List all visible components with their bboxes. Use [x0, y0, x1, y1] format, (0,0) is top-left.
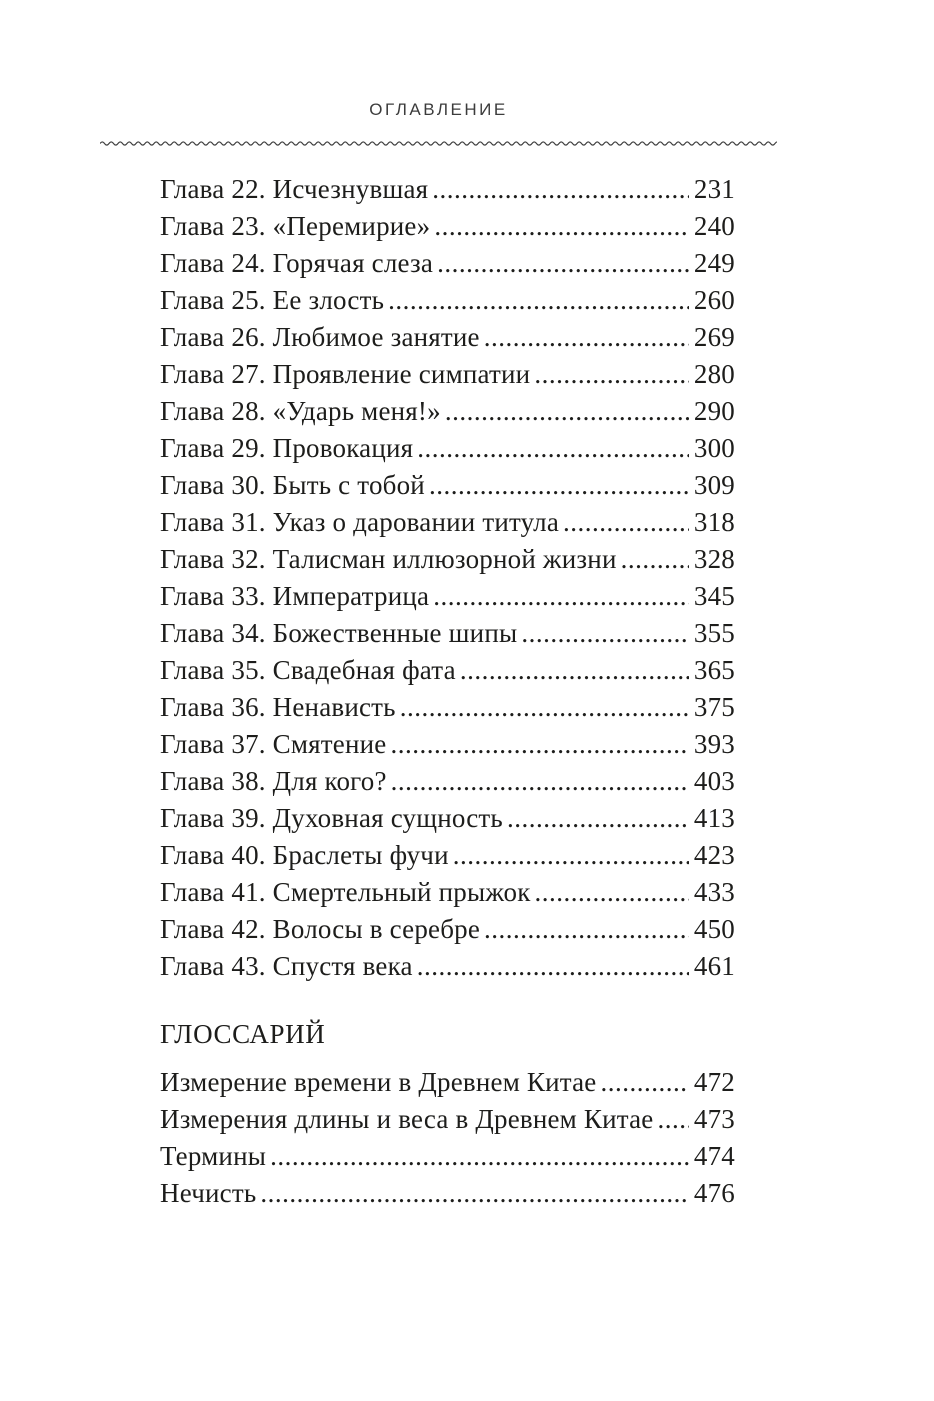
toc-entry: [160, 948, 735, 985]
toc-entry: [160, 837, 735, 874]
toc-entry: [160, 393, 735, 430]
toc-entry: [160, 911, 735, 948]
toc-entry-page-number: 300: [693, 433, 735, 463]
toc-entry-page-number: 260: [693, 285, 735, 315]
dot-leader: [535, 874, 689, 911]
toc-entry-title: Глава 33. Императрица: [160, 581, 430, 611]
table-of-contents: [160, 171, 735, 1212]
toc-entry-title: Глава 23. «Перемирие»: [160, 211, 431, 241]
toc-entry-page-number: 423: [693, 840, 735, 870]
glossary-entry: [160, 1064, 735, 1101]
toc-entry-page-number: 413: [693, 803, 735, 833]
dot-leader: [429, 467, 689, 504]
toc-entry-page-number: 403: [693, 766, 735, 796]
toc-entry-page-number: 280: [693, 359, 735, 389]
toc-entry-title: Глава 30. Быть с тобой: [160, 470, 425, 500]
toc-entry-page-number: 269: [693, 322, 735, 352]
toc-entry-title: Глава 34. Божественные шипы: [160, 618, 518, 648]
dot-leader: [445, 393, 689, 430]
toc-entry-page-number: 461: [693, 951, 735, 981]
toc-entry-title: Глава 24. Горячая слеза: [160, 248, 434, 278]
toc-entry: [160, 282, 735, 319]
toc-entry-title: Глава 28. «Ударь меня!»: [160, 396, 441, 426]
toc-entry-page-number: 375: [693, 692, 735, 722]
toc-entry-page-number: 433: [693, 877, 735, 907]
dot-leader: [417, 948, 689, 985]
dot-leader: [657, 1101, 689, 1138]
dot-leader: [433, 578, 689, 615]
glossary-entry-page-number: 473: [693, 1104, 735, 1134]
toc-entry: [160, 430, 735, 467]
toc-entry-page-number: 249: [693, 248, 735, 278]
dot-leader: [432, 171, 689, 208]
toc-entry-page-number: 318: [693, 507, 735, 537]
dot-leader: [390, 726, 689, 763]
glossary-entry-page-number: 476: [693, 1178, 735, 1208]
toc-entry: [160, 763, 735, 800]
toc-entry-page-number: 393: [693, 729, 735, 759]
glossary-entry-page-number: 472: [693, 1067, 735, 1097]
dot-leader: [434, 208, 689, 245]
glossary-heading: ГЛОССАРИЙ: [160, 1019, 326, 1049]
toc-entry: [160, 652, 735, 689]
toc-entry-title: Глава 36. Ненависть: [160, 692, 396, 722]
glossary-entry: [160, 1138, 735, 1175]
toc-entry-title: Глава 31. Указ о даровании титула: [160, 507, 560, 537]
toc-entry-page-number: 328: [693, 544, 735, 574]
toc-entry: [160, 689, 735, 726]
dot-leader: [484, 319, 689, 356]
toc-entry-page-number: 309: [693, 470, 735, 500]
toc-entry-title: Глава 29. Провокация: [160, 433, 414, 463]
dot-leader: [563, 504, 689, 541]
chapter-list: [160, 171, 735, 985]
dot-leader: [453, 837, 689, 874]
toc-entry-title: Глава 26. Любимое занятие: [160, 322, 480, 352]
toc-entry-title: Глава 32. Талисман иллюзорной жизни: [160, 544, 617, 574]
dot-leader: [621, 541, 689, 578]
toc-entry: [160, 874, 735, 911]
toc-entry-title: Глава 35. Свадебная фата: [160, 655, 456, 685]
toc-entry: [160, 726, 735, 763]
toc-entry-page-number: 231: [693, 174, 735, 204]
toc-entry: [160, 319, 735, 356]
dot-leader: [388, 282, 689, 319]
glossary-entry-title: Измерение времени в Древнем Китае: [160, 1067, 597, 1097]
toc-entry-page-number: 450: [693, 914, 735, 944]
dot-leader: [400, 689, 689, 726]
dot-leader: [437, 245, 689, 282]
dot-leader: [484, 911, 689, 948]
toc-entry: [160, 800, 735, 837]
toc-entry-page-number: 365: [693, 655, 735, 685]
toc-entry: [160, 356, 735, 393]
toc-entry-page-number: 345: [693, 581, 735, 611]
dot-leader: [260, 1175, 689, 1212]
dot-leader: [534, 356, 689, 393]
glossary-entry-page-number: 474: [693, 1141, 735, 1171]
toc-entry-page-number: 290: [693, 396, 735, 426]
toc-entry-title: Глава 27. Проявление симпатии: [160, 359, 531, 389]
toc-entry: [160, 245, 735, 282]
dot-leader: [391, 763, 689, 800]
dot-leader: [270, 1138, 689, 1175]
toc-entry: [160, 578, 735, 615]
dot-leader: [507, 800, 689, 837]
dot-leader: [417, 430, 689, 467]
wavy-divider-line: [100, 139, 777, 148]
glossary-entry-title: Измерения длины и веса в Древнем Китае: [160, 1104, 654, 1134]
glossary-entry-title: Нечисть: [160, 1178, 257, 1208]
toc-entry: [160, 171, 735, 208]
toc-entry-title: Глава 43. Спустя века: [160, 951, 413, 981]
toc-entry-title: Глава 41. Смертельный прыжок: [160, 877, 531, 907]
toc-entry-title: Глава 38. Для кого?: [160, 766, 387, 796]
toc-entry-title: Глава 25. Ее злость: [160, 285, 385, 315]
glossary-entry: [160, 1101, 735, 1138]
page-header: ОГЛАВЛЕНИЕ: [369, 100, 508, 119]
toc-entry-page-number: 240: [693, 211, 735, 241]
toc-entry: [160, 504, 735, 541]
toc-entry-page-number: 355: [693, 618, 735, 648]
toc-entry: [160, 467, 735, 504]
dot-leader: [521, 615, 689, 652]
toc-entry: [160, 208, 735, 245]
dot-leader: [460, 652, 689, 689]
dot-leader: [601, 1064, 690, 1101]
toc-entry-title: Глава 42. Волосы в серебре: [160, 914, 481, 944]
toc-entry-title: Глава 22. Исчезнувшая: [160, 174, 429, 204]
toc-entry-title: Глава 39. Духовная сущность: [160, 803, 503, 833]
toc-entry-title: Глава 37. Смятение: [160, 729, 387, 759]
glossary-entry: [160, 1175, 735, 1212]
glossary-entry-title: Термины: [160, 1141, 267, 1171]
toc-entry-title: Глава 40. Браслеты фучи: [160, 840, 449, 870]
glossary-list: [160, 1064, 735, 1212]
toc-entry: [160, 615, 735, 652]
toc-entry: [160, 541, 735, 578]
